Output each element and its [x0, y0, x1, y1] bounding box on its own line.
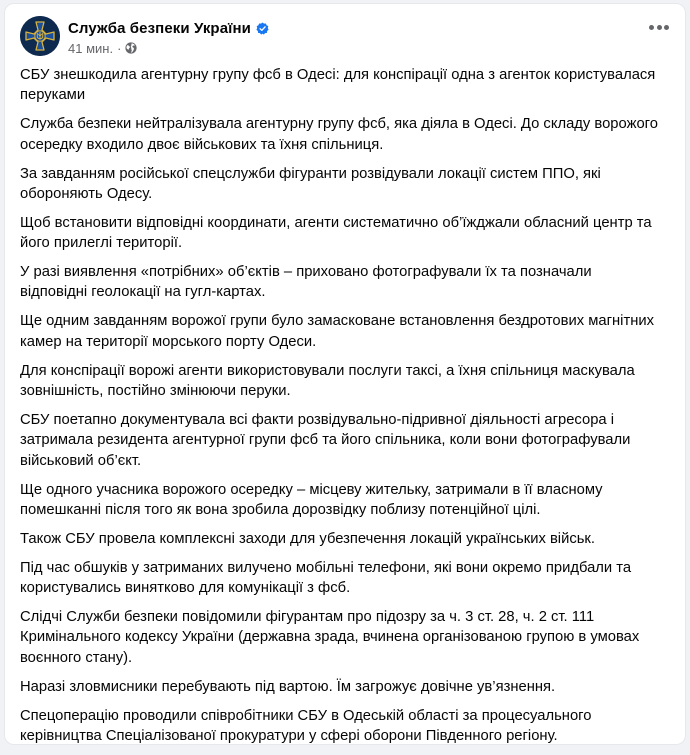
globe-icon[interactable]: [125, 42, 137, 54]
more-options-icon-dot: [664, 25, 669, 30]
post-paragraph: Ще одним завданням ворожої групи було замасковане встановлення бездротових магнітних камер на території морського порту Одеси.: [20, 312, 655, 350]
post-paragraph: Також СБУ провела комплексні заходи для убезпечення локацій українських військ.: [20, 529, 595, 547]
post-paragraph: У разі виявлення «потрібних» об’єктів – приховано фотографували їх та позначали відповідні геолокації на гугл-картах.: [20, 263, 592, 301]
post-paragraph: Слідчі Служби безпеки повідомили фігурантам про підозру за ч. 3 ст. 28, ч. 2 ст. 111 Кримінального кодексу України (державна зрада, вчинена організованою групою в умовах воєнного стану).: [20, 608, 640, 666]
verified-badge-icon: [256, 22, 269, 35]
more-options-icon: [649, 25, 654, 30]
post-body: [20, 65, 670, 755]
post-paragraph: СБУ знешкодила агентурну групу фсб в Одесі: для конспірації одна з агенток користувалася перуками: [20, 66, 656, 104]
sbu-emblem-cross-icon: [20, 16, 60, 56]
post-paragraph: Ще одного учасника ворожого осередку – місцеву жительку, затримали в її власному помешканні після того як вона зробила дорозвідку поблизу потенційної цілі.: [20, 480, 603, 518]
post-card: [5, 4, 685, 744]
post-paragraph: СБУ поетапно документувала всі факти розвідувально-підривної діяльності агресора і затримала резидента агентурної групи фсб та його спільника, коли вони фотографували військовий об’єкт.: [20, 410, 631, 469]
avatar[interactable]: [20, 16, 60, 56]
post-paragraph: Для конспірації ворожі агенти використовували послуги таксі, а їхня спільниця маскувала зовнішність, постійно змінюючи перуки.: [20, 361, 635, 399]
more-options-button[interactable]: [641, 12, 677, 42]
post-paragraph: Спецоперацію проводили співробітники СБУ в Одеській області за процесуального керівництва Спеціалізованої прокуратури у сфері оборони Південного регіону.: [20, 706, 592, 744]
post-timestamp-link[interactable]: 41 мин.: [68, 40, 114, 56]
separator: ·: [117, 40, 122, 56]
post-paragraph: Під час обшуків у затриманих вилучено мобільні телефони, які вони окремо придбали та користувались винятково для комунікації з фсб.: [20, 558, 632, 597]
post-paragraph: Наразі зловмисники перебувають під вартою. Їм загрожує довічне ув’язнення.: [20, 677, 556, 695]
more-options-icon-dot: [657, 25, 662, 30]
post-paragraph: Щоб встановити відповідні координати, агенти систематично об’їжджали обласний центр та його прилеглі території.: [20, 213, 652, 252]
post-meta: [68, 18, 269, 56]
post-paragraph: Служба безпеки нейтралізувала агентурну групу фсб, яка діяла в Одесі. До складу ворожого осередку входило двоє військових та їхня спільниця.: [20, 115, 658, 153]
post-paragraph: За завданням російської спецслужби фігуранти розвідували локації систем ППО, які обороняють Одесу.: [20, 164, 601, 202]
post-header: [20, 16, 670, 60]
author-name-link[interactable]: Служба безпеки України: [68, 19, 251, 37]
